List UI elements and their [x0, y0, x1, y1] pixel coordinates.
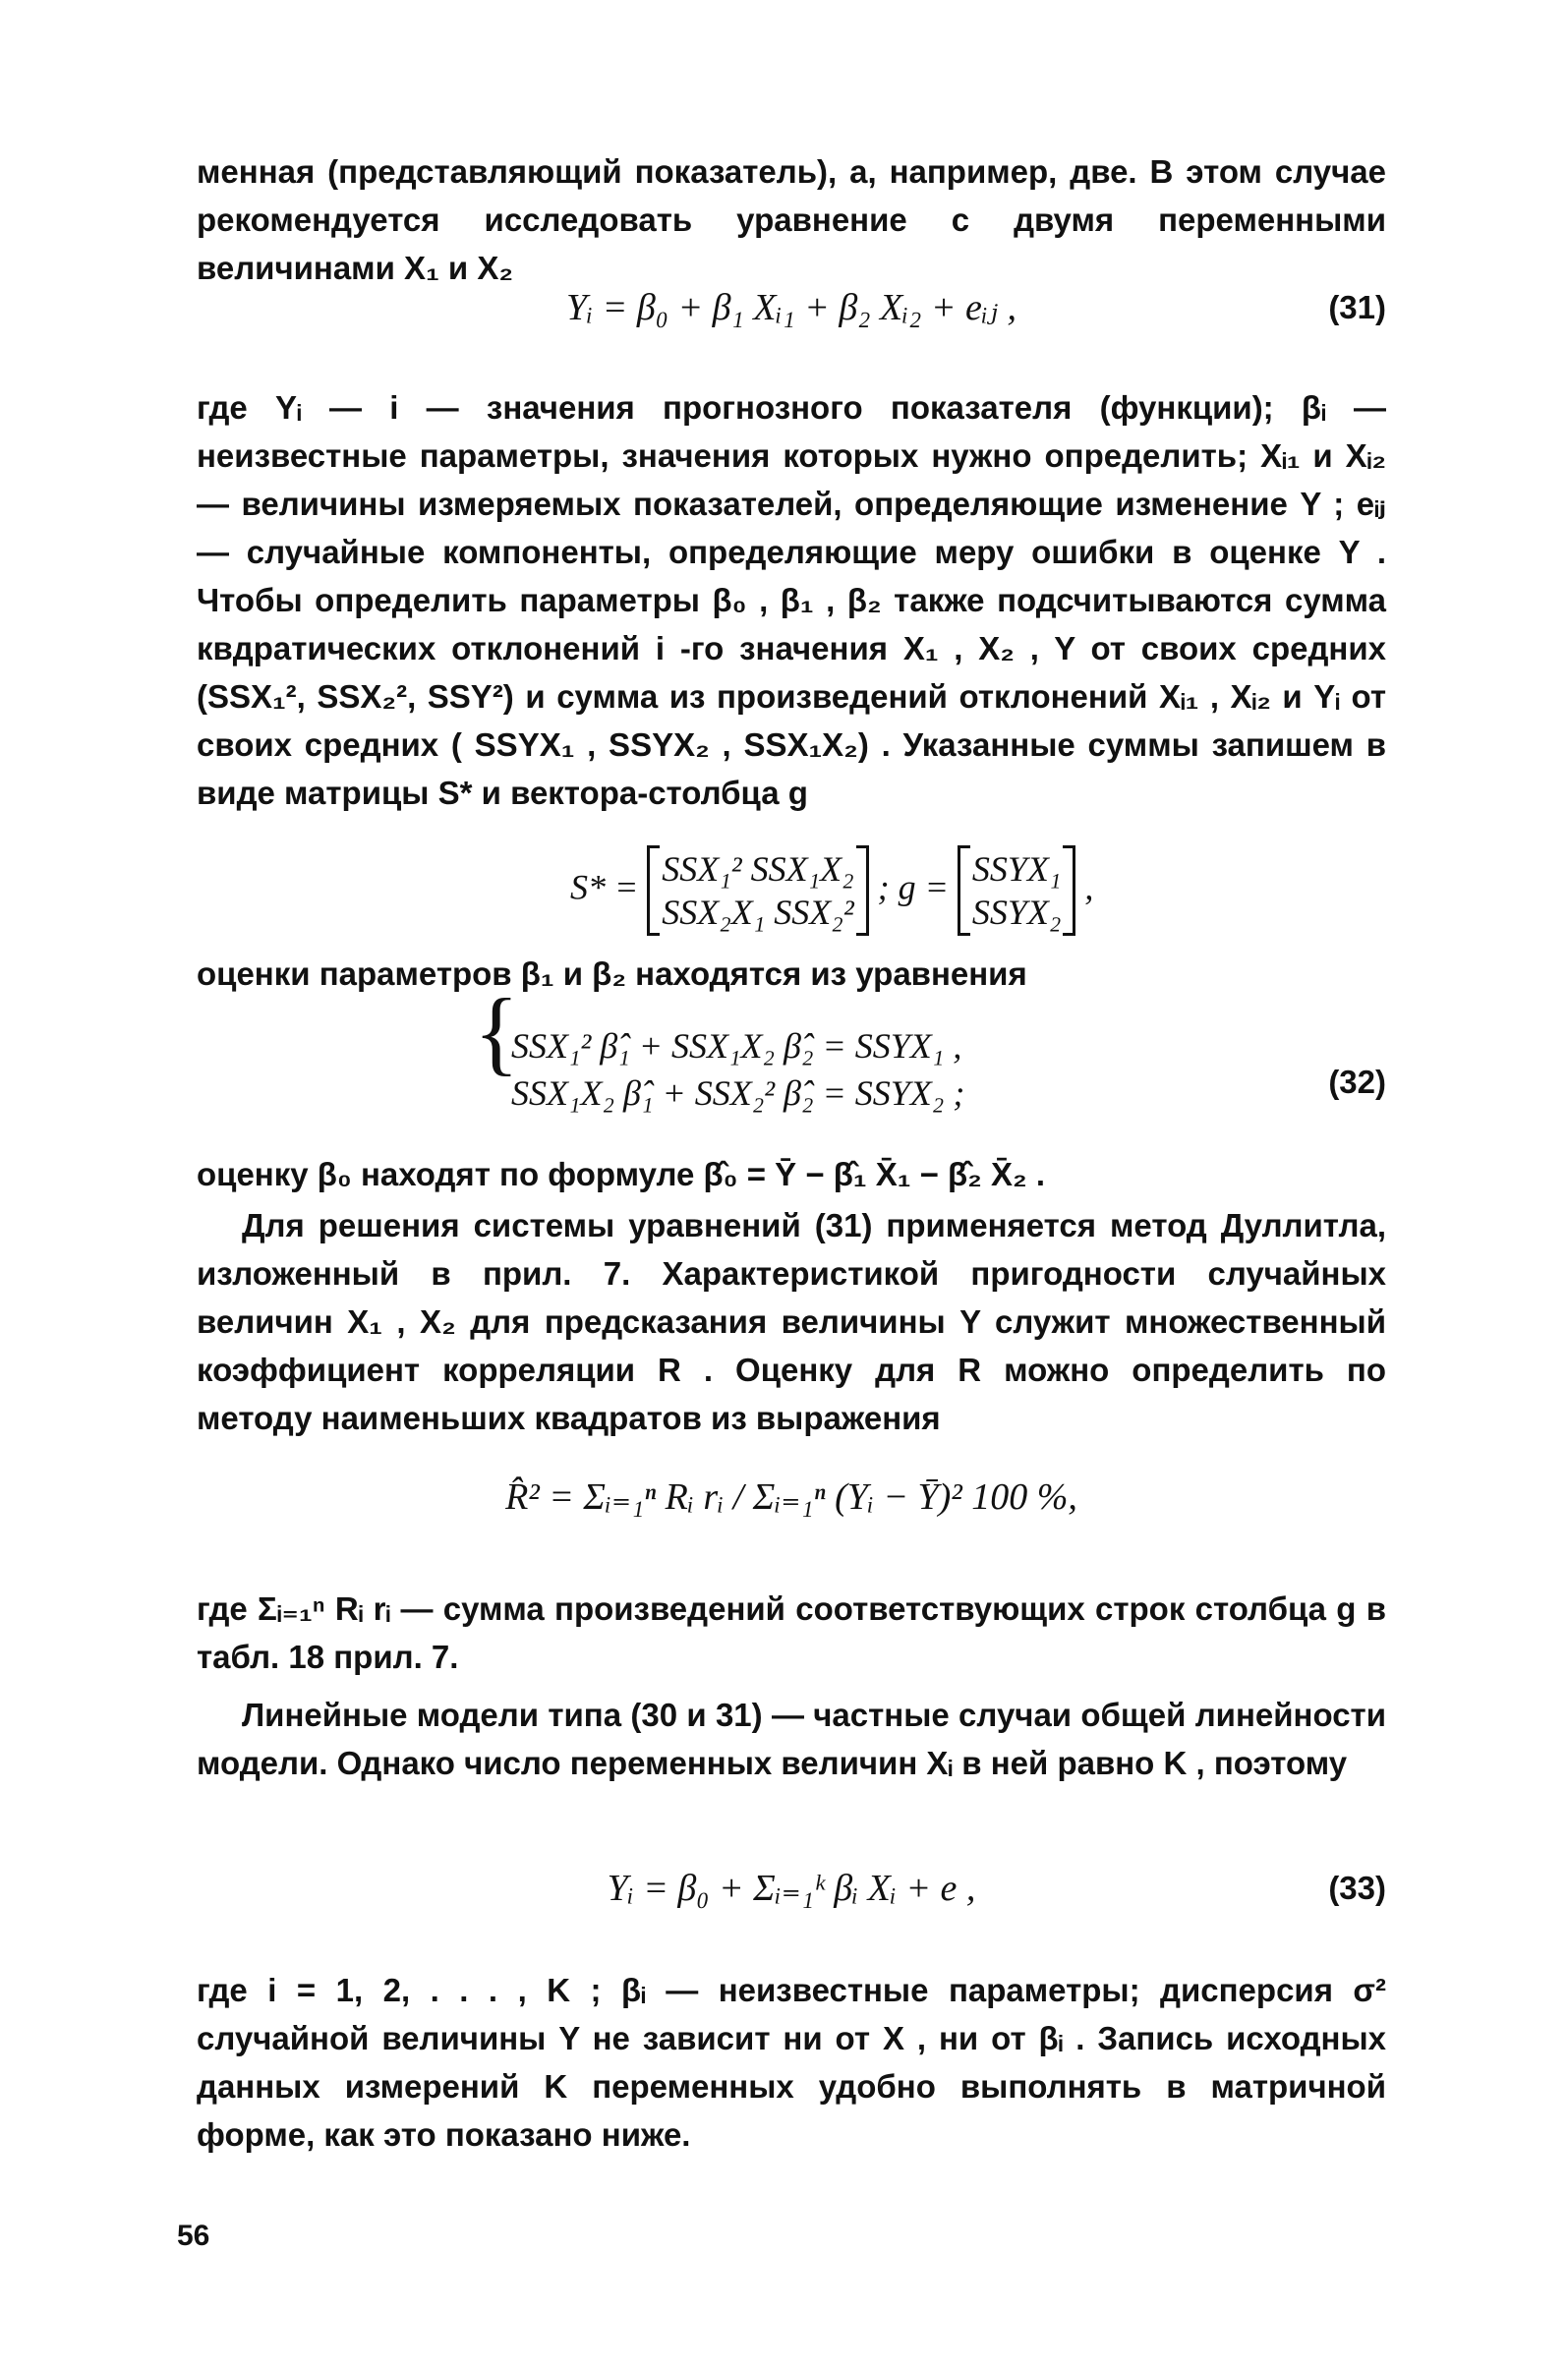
- vector-end: ,: [1084, 867, 1094, 907]
- equation-33: Yᵢ = β₀ + Σᵢ₌₁ᵏ βᵢ Xᵢ + e ,: [607, 1868, 976, 1909]
- vector-lhs: ; g =: [877, 867, 949, 907]
- equation-number-32: (32): [1328, 1064, 1386, 1100]
- equation-number-33: (33): [1328, 1870, 1386, 1906]
- system-line-1: SSX₁² β̂₁ + SSX₁X₂ β̂₂ = SSYX₁ ,: [511, 1026, 962, 1066]
- vector-row-2: SSYX₂: [971, 893, 1062, 932]
- matrix-equation: [570, 845, 1093, 936]
- system-line-2: SSX₁X₂ β̂₁ + SSX₂² β̂₂ = SSYX₂ ;: [511, 1073, 965, 1113]
- equation-r-squared: R̂² = Σᵢ₌₁ⁿ Rᵢ rᵢ / Σᵢ₌₁ⁿ (Yᵢ − Ȳ)² 100 %,: [505, 1476, 1077, 1518]
- paragraph-variance: где i = 1, 2, . . . , K ; βᵢ — неизвестные параметры; дисперсия σ² случайной величины Y не зависит ни от X , ни от βᵢ . Запись исходных данных измерений K переменных удобно выполнять в матричной форме, как это показано ниже.: [197, 1972, 1386, 2153]
- equation-system-32: [474, 979, 965, 1117]
- page-number: 56: [177, 2220, 210, 2252]
- paragraph-dulittle: Для решения системы уравнений (31) применяется метод Дуллитла, изложенный в прил. 7. Характеристикой пригодности случайных величин X₁ , X₂ для предсказания величины Y служит множественный коэффициент корреляции R . Оценку для R можно определить по методу наименьших квадратов из выражения: [197, 1207, 1386, 1436]
- vector-row-1: SSYX₁: [971, 849, 1062, 889]
- system-brace: {: [474, 979, 520, 1084]
- matrix-row-2: SSX₂X₁ SSX₂²: [662, 893, 854, 932]
- paragraph-intro: менная (представляющий показатель), а, например, две. В этом случае рекомендуется исследовать уравнение с двумя переменными величинами X₁ и X₂: [197, 153, 1386, 286]
- matrix-row-1: SSX₁² SSX₁X₂: [662, 849, 854, 889]
- equation-31: Yᵢ = β₀ + β₁ Xᵢ₁ + β₂ Xᵢ₂ + eᵢⱼ ,: [566, 287, 1016, 328]
- paragraph-beta0: оценку β₀ находят по формуле β̂₀ = Ȳ − β̂₁ X̄₁ − β̂₂ X̄₂ .: [197, 1156, 1045, 1192]
- paragraph-linear-models: Линейные модели типа (30 и 31) — частные случаи общей линейности модели. Однако число переменных величин Xᵢ в ней равно K , поэтому: [197, 1697, 1386, 1781]
- matrix-lhs: S* =: [570, 867, 639, 907]
- paragraph-sum-note: где Σᵢ₌₁ⁿ Rᵢ rᵢ — сумма произведений соответствующих строк столбца g в табл. 18 прил. 7.: [197, 1590, 1386, 1675]
- matrix-s-star: [647, 845, 868, 936]
- paragraph-definitions: где Yᵢ — i — значения прогнозного показателя (функции); βᵢ — неизвестные параметры, значения которых нужно определить; Xᵢ₁ и Xᵢ₂ — величины измеряемых показателей, определяющие изменение Y ; eᵢⱼ — случайные компоненты, определяющие меру ошибки в оценке Y . Чтобы определить параметры β₀ , β₁ , β₂ также подсчитываются сумма квдратических отклонений i -го значения X₁ , X₂ , Y от своих средних (SSX₁², SSX₂², SSY²) и сумма из произведений отклонений Xᵢ₁ , Xᵢ₂ и Yᵢ от своих средних ( SSYX₁ , SSYX₂ , SSX₁X₂) . Указанные суммы запишем в виде матрицы S* и вектора-столбца g: [197, 389, 1386, 811]
- vector-g: [958, 845, 1076, 936]
- equation-number-31: (31): [1328, 289, 1386, 325]
- paragraph-estimates: оценки параметров β₁ и β₂ находятся из уравнения: [197, 955, 1027, 992]
